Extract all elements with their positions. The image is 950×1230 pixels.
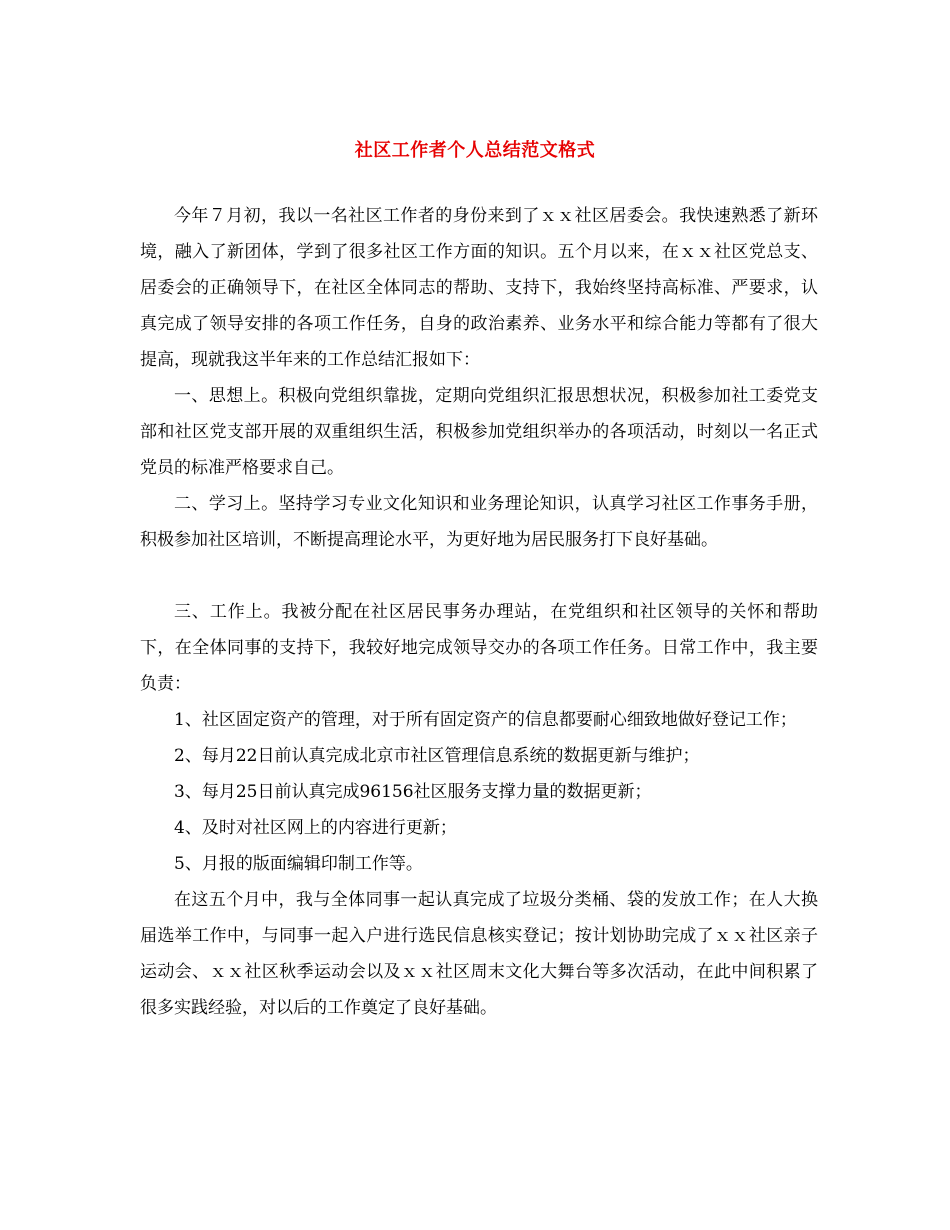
duty-item-1: 1、社区固定资产的管理，对于所有固定资产的信息都要耐心细致地做好登记工作； bbox=[174, 710, 797, 730]
duty-item-4: 4、及时对社区网上的内容进行更新； bbox=[174, 818, 457, 838]
section-work-paragraph: 三、工作上。我被分配在社区居民事务办理站，在党组织和社区领导的关怀和帮助下，在全体同事的支持下，我较好地完成领导交办的各项工作任务。日常工作中，我主要负责： bbox=[140, 602, 818, 694]
duty-item-3: 3、每月25日前认真完成96156社区服务支撑力量的数据更新； bbox=[174, 782, 652, 802]
intro-paragraph: 今年７月初，我以一名社区工作者的身份来到了ｘｘ社区居委会。我快速熟悉了新环境，融入了新团体，学到了很多社区工作方面的知识。五个月以来，在ｘｘ社区党总支、居委会的正确领导下，在社区全体同志的帮助、支持下，我始终坚持高标准、严要求，认真完成了领导安排的各项工作任务，自身的政治素养、业务水平和综合能力等都有了很大提高，现就我这半年来的工作总结汇报如下： bbox=[140, 206, 818, 370]
document-title: 社区工作者个人总结范文格式 bbox=[354, 140, 596, 161]
duty-item-5: 5、月报的版面编辑印制工作等。 bbox=[174, 854, 423, 874]
section-study-paragraph: 二、学习上。坚持学习专业文化知识和业务理论知识，认真学习社区工作事务手册，积极参加社区培训，不断提高理论水平，为更好地为居民服务打下良好基础。 bbox=[140, 494, 818, 550]
section-thought-paragraph: 一、思想上。积极向党组织靠拢，定期向党组织汇报思想状况，积极参加社工委党支部和社区党支部开展的双重组织生活，积极参加党组织举办的各项活动，时刻以一名正式党员的标准严格要求自己。 bbox=[140, 386, 818, 478]
duty-item-2: 2、每月22日前认真完成北京市社区管理信息系统的数据更新与维护； bbox=[174, 746, 700, 766]
achievements-paragraph: 在这五个月中，我与全体同事一起认真完成了垃圾分类桶、袋的发放工作；在人大换届选举工作中，与同事一起入户进行选民信息核实登记；按计划协助完成了ｘｘ社区亲子运动会、ｘｘ社区秋季运动会以及ｘｘ社区周末文化大舞台等多次活动，在此中间积累了很多实践经验，对以后的工作奠定了良好基础。 bbox=[140, 890, 818, 1018]
document-body bbox=[140, 198, 818, 1026]
